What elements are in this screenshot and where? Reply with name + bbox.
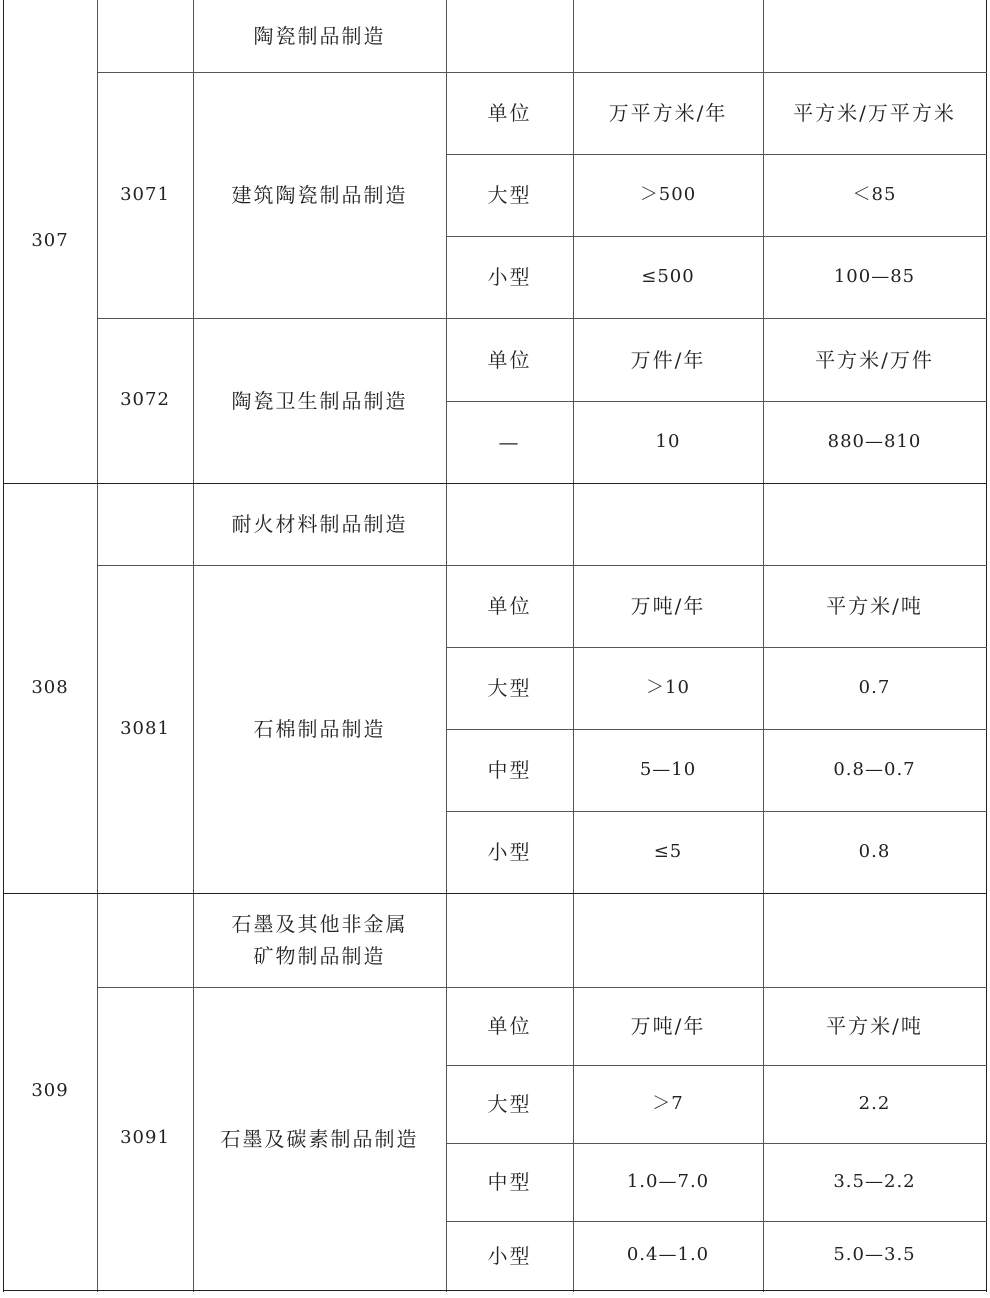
table-cell: 0.7 xyxy=(858,676,891,698)
table-cell: 中型 xyxy=(487,758,532,782)
table-cell: 大型 xyxy=(487,1092,532,1116)
table-cell: 5.0—3.5 xyxy=(833,1244,916,1266)
table-cell: 1.0—7.0 xyxy=(626,1170,710,1192)
class-name-3072: 陶瓷卫生制品制造 xyxy=(231,388,408,413)
class-code-3071: 3071 xyxy=(120,183,170,205)
class-name-3091: 石墨及碳素制品制造 xyxy=(220,1126,419,1151)
table-cell: 0.8 xyxy=(858,840,891,862)
group-divider xyxy=(3,483,987,484)
table-cell: 小型 xyxy=(487,840,532,864)
table-cell: 5—10 xyxy=(639,758,697,780)
table-cell: ＜85 xyxy=(852,183,897,205)
table-cell: ＞500 xyxy=(639,183,697,205)
table-cell: 万件/年 xyxy=(630,347,706,372)
class-name-3071: 建筑陶瓷制品制造 xyxy=(231,183,408,207)
group-divider xyxy=(3,893,987,894)
table-cell: 平方米/吨 xyxy=(826,594,923,618)
table-cell: 0.8—0.7 xyxy=(833,758,916,780)
group-309-title-line2: 矿物制品制造 xyxy=(253,944,386,968)
class-name-3081: 石棉制品制造 xyxy=(253,717,386,741)
table-cell: 万平方米/年 xyxy=(608,101,728,125)
group-code-307: 307 xyxy=(31,230,69,252)
group-308-title: 耐火材料制品制造 xyxy=(231,512,408,536)
table-cell: 平方米/万件 xyxy=(815,347,934,372)
table-cell: 万吨/年 xyxy=(630,594,706,618)
table-cell: — xyxy=(498,430,521,454)
table-border-right xyxy=(986,0,987,1292)
table-border-bottom xyxy=(3,1290,987,1291)
table-cell: 2.2 xyxy=(858,1092,891,1114)
table-cell: 万吨/年 xyxy=(630,1014,706,1038)
table-cell: 单位 xyxy=(487,1014,532,1038)
table-cell: ＞10 xyxy=(646,676,690,698)
table-cell: 中型 xyxy=(487,1170,532,1194)
table-cell: 小型 xyxy=(487,1243,532,1268)
class-code-3072: 3072 xyxy=(120,389,170,411)
table-cell: ≤500 xyxy=(641,265,695,287)
table-cell: 单位 xyxy=(487,594,532,618)
group-307-title: 陶瓷制品制造 xyxy=(253,24,386,48)
table-cell: 小型 xyxy=(487,265,532,289)
table-cell: ≤5 xyxy=(653,840,683,862)
class-code-3081: 3081 xyxy=(120,717,170,739)
table-cell: 平方米/吨 xyxy=(826,1014,923,1038)
table-cell: 3.5—2.2 xyxy=(833,1170,916,1192)
group-309-title-line1: 石墨及其他非金属 xyxy=(231,912,408,936)
table-cell: 平方米/万平方米 xyxy=(793,101,956,125)
group-code-308: 308 xyxy=(31,676,69,698)
table-cell: 100—85 xyxy=(833,265,916,287)
table-cell: 单位 xyxy=(487,101,532,125)
table-cell: 0.4—1.0 xyxy=(626,1244,710,1266)
class-code-3091: 3091 xyxy=(120,1127,170,1149)
group-code-309: 309 xyxy=(31,1080,69,1102)
table-cell: 880—810 xyxy=(827,430,922,452)
table-cell: 10 xyxy=(655,430,681,452)
group-309-title xyxy=(193,893,446,987)
table-cell: ＞7 xyxy=(652,1092,684,1114)
table-cell: 大型 xyxy=(487,183,532,207)
table-cell: 大型 xyxy=(487,676,532,700)
table-cell: 单位 xyxy=(487,347,532,372)
